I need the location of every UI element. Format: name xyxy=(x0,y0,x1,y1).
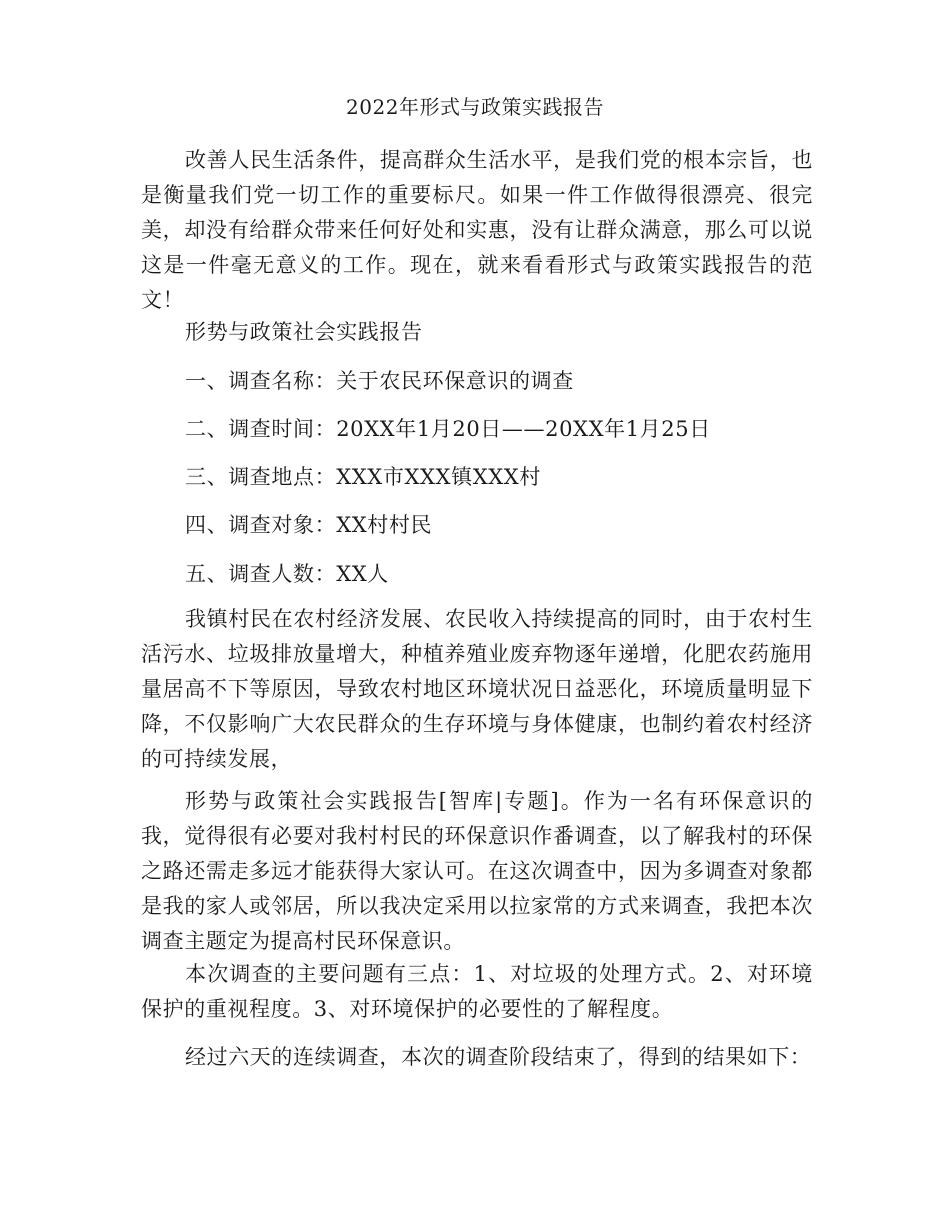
questions-paragraph: 本次调查的主要问题有三点：1、对垃圾的处理方式。2、对环境保护的重视程度。3、对环境保护的必要性的了解程度。 xyxy=(141,962,813,1021)
survey-item-time: 二、调查时间：20XX年1月20日——20XX年1月25日 xyxy=(185,417,711,441)
method-paragraph: 形势与政策社会实践报告[智库|专题]。作为一名有环保意识的我，觉得很有必要对我村村民的环保意识作番调查，以了解我村的环保之路还需走多远才能获得大家认可。在这次调查中，因为多调查对象都是我的家人或邻居，所以我决定采用以拉家常的方式来调查，我把本次调查主题定为提高村民环保意识。 xyxy=(141,789,813,953)
background-paragraph: 我镇村民在农村经济发展、农民收入持续提高的同时，由于农村生活污水、垃圾排放量增大，种植养殖业废弃物逐年递增，化肥农药施用量居高不下等原因，导致农村地区环境状况日益恶化，环境质量明显下降，不仅影响广大农民群众的生存环境与身体健康，也制约着农村经济的可持续发展， xyxy=(141,607,813,771)
survey-item-name: 一、调查名称：关于农民环保意识的调查 xyxy=(185,369,574,393)
document-title: 2022年形式与政策实践报告 xyxy=(346,95,604,119)
result-paragraph: 经过六天的连续调查，本次的调查阶段结束了，得到的结果如下： xyxy=(185,1045,812,1069)
intro-paragraph: 改善人民生活条件，提高群众生活水平，是我们党的根本宗旨，也是衡量我们党一切工作的重要标尺。如果一件工作做得很漂亮、很完美，却没有给群众带来任何好处和实惠，没有让群众满意，那么可以说这是一件毫无意义的工作。现在，就来看看形式与政策实践报告的范文！ xyxy=(141,148,813,312)
report-subtitle: 形势与政策社会实践报告 xyxy=(185,320,423,344)
survey-item-subject: 四、调查对象：XX村村民 xyxy=(185,513,433,537)
survey-item-count: 五、调查人数：XX人 xyxy=(185,562,389,586)
survey-item-location: 三、调查地点：XXX市XXX镇XXX村 xyxy=(185,465,541,489)
